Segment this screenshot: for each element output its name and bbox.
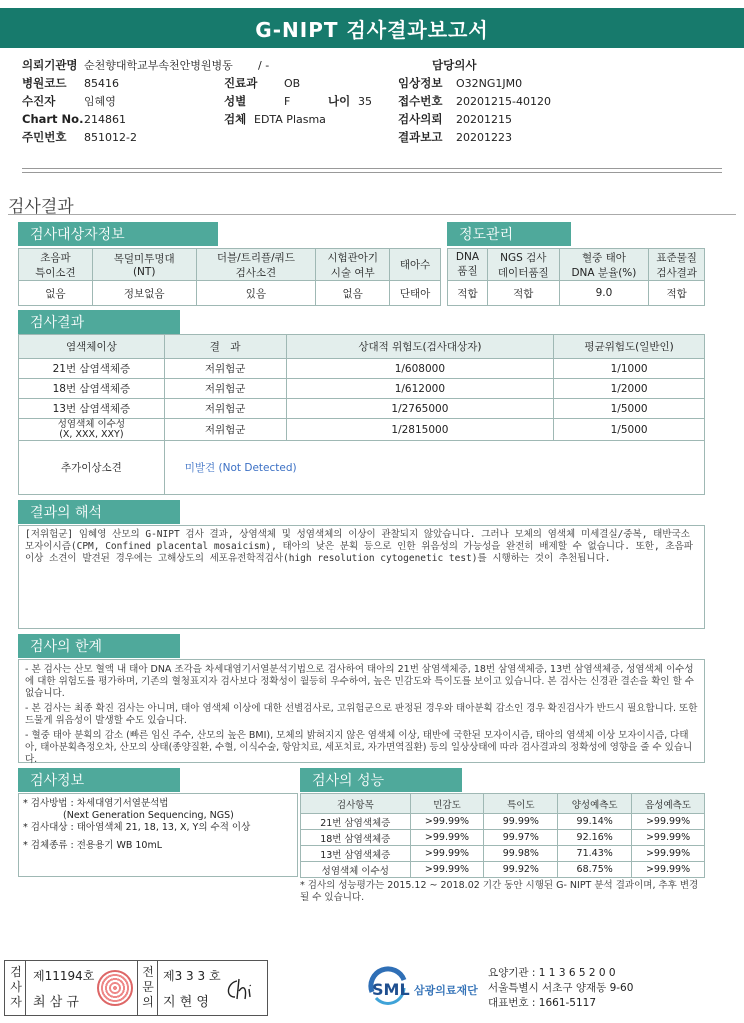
qc-value: 적합 [448, 281, 488, 306]
result-risk: 1/2765000 [286, 399, 554, 419]
org-code: 요양기관 : 1 1 3 6 5 2 0 0 [488, 967, 616, 979]
org-name: 삼광의료재단 [414, 984, 478, 997]
interpretation-text: [저위험군] 임혜영 산모의 G-NIPT 검사 결과, 상염색체 및 성염색체의 이상이 관찰되지 않았습니다. 그러나 모체의 염색체 미세결실/중복, 태반국소모자이시즘(CPM, Confined placental mosaicism), 태아의 낮은 분획 등으로 인한 위음성의 가능성을 완전히 배제할 수 없습니다. 또한, 초음파 이상 소견이 발견된 경우에는 고해상도의 세포유전학적검사(high resolution cytogenetic test)를 시행하는 것이 추천됩니다. [18, 525, 705, 629]
perf-header: 음성예측도 [632, 794, 705, 814]
divider [137, 961, 138, 1015]
test-info-tab: 검사정보 [18, 768, 180, 792]
subject-value: 없음 [316, 281, 390, 306]
info-label: 나이 [328, 94, 351, 108]
info-label: 담당의사 [432, 58, 477, 72]
result-header: 상대적 위험도(검사대상자) [286, 335, 554, 359]
info-row-4 [22, 110, 722, 128]
info-label: 수진자 [22, 94, 56, 108]
subject-value: 있음 [196, 281, 316, 306]
info-value: 20201215-40120 [456, 94, 551, 108]
subject-header: 더블/트리플/쿼드 검사소견 [196, 249, 316, 281]
qc-value: 적합 [649, 281, 705, 306]
extra-label: 추가이상소견 [19, 441, 165, 495]
signature-box [4, 960, 268, 1016]
result-name-cell [19, 419, 165, 441]
limits-box [18, 659, 705, 763]
perf-cell: 99.98% [484, 846, 558, 862]
perf-cell: >99.99% [410, 814, 484, 830]
performance-table [300, 793, 705, 878]
result-row [19, 399, 705, 419]
limit-item: - 혈중 태아 분획의 감소 (빠른 임신 주수, 산모의 높은 BMI), 모체의 밝혀지지 않은 염색체 이상, 태반에 국한된 모자이시즘, 태아의 염색체 이상 모자이시즘, 다태아, 태아분획측정오차, 산모의 상태(종양질환, 수혈, 이식수술, 항암치료, 세포치료, 자가면역질환) 등의 일상상태에 따라 검사결과의 정확성에 영향을 줄 수 있습니다. [25, 730, 693, 765]
qc-header: 혈중 태아 DNA 분율(%) [559, 249, 649, 281]
qc-header: NGS 검사 데이터품질 [487, 249, 559, 281]
test-target: * 검사대상 : 태아염색체 21, 18, 13, X, Y의 수적 이상 [23, 822, 251, 833]
result-avg: 1/5000 [554, 399, 705, 419]
section-heading: 검사결과 [8, 197, 74, 217]
performance-note: * 검사의 성능평가는 2015.12 ~ 2018.02 기간 동안 시행된 G- NIPT 분석 결과이며, 추후 변경될 수 있습니다. [300, 880, 699, 903]
result-header: 결 과 [164, 335, 286, 359]
info-label: 진료과 [224, 76, 258, 90]
qc-header: DNA 품질 [448, 249, 488, 281]
logo-text: SML [372, 980, 410, 999]
perf-cell: 성염색체 이수성 [301, 862, 411, 878]
result-name: 18번 삼염색체증 [19, 379, 165, 399]
perf-cell: >99.99% [632, 830, 705, 846]
signer-name: 지 현 영 [163, 995, 209, 1010]
perf-cell: 99.99% [484, 814, 558, 830]
perf-cell: 99.14% [558, 814, 632, 830]
perf-cell: 68.75% [558, 862, 632, 878]
info-value: 순천향대학교부속천안병원병동 [84, 59, 233, 72]
subject-header: 초음파 특이소견 [19, 249, 93, 281]
org-address: 서울특별시 서초구 양재동 9-60 [488, 982, 634, 994]
perf-row [301, 862, 705, 878]
info-value: 851012-2 [84, 130, 137, 144]
info-label: 임상정보 [398, 76, 443, 90]
report-title: G-NIPT 검사결과보고서 [0, 8, 744, 48]
extra-value: 미발견 (Not Detected) [164, 441, 704, 495]
info-label: 검사의뢰 [398, 112, 443, 126]
test-info-box [18, 793, 298, 877]
result-header: 염색체이상 [19, 335, 165, 359]
result-risk: 1/612000 [286, 379, 554, 399]
qc-value: 적합 [487, 281, 559, 306]
logo [368, 966, 408, 1009]
result-value: 저위험군 [164, 379, 286, 399]
perf-row [301, 846, 705, 862]
limit-item: - 본 검사는 산모 혈액 내 태아 DNA 조각을 차세대염기서열분석기법으로 검사하여 태아의 21번 삼염색체증, 18번 삼염색체증, 13번 삼염색체증, 성염색체 이수성에 대한 위험도를 평가하며, 기존의 혈청표지자 검사보다 정확성이 월등히 우수하여, 높은 민감도와 특이도를 보이고 있습니다. 본 검사는 신경관 결손을 확인 할 수 없습니다. [25, 664, 694, 699]
subject-value: 단태아 [390, 281, 441, 306]
license-no: 제11194호 [33, 969, 95, 983]
result-name: 성염색체 이수성 [57, 418, 126, 430]
performance-tab: 검사의 성능 [300, 768, 462, 792]
info-label: 검체 [224, 112, 247, 126]
info-value: 20201223 [456, 130, 512, 144]
perf-cell: 99.97% [484, 830, 558, 846]
info-value: 20201215 [456, 112, 512, 126]
perf-cell: 13번 삼염색체증 [301, 846, 411, 862]
org-phone: 대표번호 : 1661-5117 [488, 997, 597, 1009]
info-label: 병원코드 [22, 76, 67, 90]
org-info [488, 966, 633, 1011]
license-no: 제3 3 3 호 [163, 969, 221, 983]
qc-header: 표준물질 검사결과 [649, 249, 705, 281]
footer [4, 960, 740, 1018]
info-row-3 [22, 92, 722, 110]
qc-table [447, 248, 705, 306]
perf-row [301, 830, 705, 846]
perf-header: 민감도 [410, 794, 484, 814]
perf-cell: >99.99% [410, 846, 484, 862]
info-label: 성별 [224, 94, 247, 108]
info-label: 의뢰기관명 [22, 58, 78, 72]
test-method-en: (Next Generation Sequencing, NGS) [63, 810, 234, 821]
info-value: OB [284, 76, 301, 90]
info-value: 임혜영 [84, 95, 116, 108]
perf-header: 특이도 [484, 794, 558, 814]
result-value: 저위험군 [164, 419, 286, 441]
perf-row [301, 814, 705, 830]
info-label: 접수번호 [398, 94, 443, 108]
subject-header: 태아수 [390, 249, 441, 281]
divider [22, 168, 722, 169]
interpretation-tab: 결과의 해석 [18, 500, 180, 524]
signer-role: 전문의 [142, 965, 154, 1009]
qc-value: 9.0 [559, 281, 649, 306]
patient-info [22, 56, 722, 146]
result-row [19, 419, 705, 441]
divider [22, 172, 722, 173]
subject-value: 없음 [19, 281, 93, 306]
subject-value: 정보없음 [92, 281, 196, 306]
divider [157, 961, 158, 1015]
test-specimen: * 검체종류 : 전용용기 WB 10mL [23, 840, 163, 851]
info-value: EDTA Plasma [254, 112, 326, 126]
signature-icon [223, 975, 261, 1003]
info-label: 결과보고 [398, 130, 443, 144]
result-value: 저위험군 [164, 399, 286, 419]
limit-item: - 본 검사는 최종 확진 검사는 아니며, 태아 염색체 이상에 대한 선별검사로, 고위험군으로 판정된 경우와 태아분획 감소인 경우 확진검사가 반드시 필요합니다. 또한 드물게 위음성이 발생할 수도 있습니다. [25, 703, 698, 726]
result-name-sub: (X, XXX, XXY) [59, 428, 124, 440]
perf-cell: >99.99% [632, 814, 705, 830]
divider [25, 961, 26, 1015]
perf-cell: >99.99% [410, 830, 484, 846]
result-header: 평균위험도(일반인) [554, 335, 705, 359]
result-risk: 1/2815000 [286, 419, 554, 441]
info-value: F [284, 94, 291, 108]
result-name: 13번 삼염색체증 [19, 399, 165, 419]
perf-cell: 71.43% [558, 846, 632, 862]
info-value: / - [258, 58, 270, 72]
result-avg: 1/5000 [554, 419, 705, 441]
perf-cell: >99.99% [410, 862, 484, 878]
perf-cell: 18번 삼염색체증 [301, 830, 411, 846]
result-row [19, 379, 705, 399]
test-method: * 검사방법 : 차세대염기서열분석법 [23, 798, 169, 809]
info-value: 85416 [84, 76, 119, 90]
result-row [19, 359, 705, 379]
perf-header: 검사항목 [301, 794, 411, 814]
info-value: 35 [358, 94, 372, 108]
divider [8, 214, 736, 215]
info-value: 214861 [84, 112, 126, 126]
signer-role: 검사자 [10, 965, 22, 1009]
subject-tab: 검사대상자정보 [18, 222, 218, 246]
signer-name: 최 삼 규 [33, 995, 79, 1010]
subject-header: 목덜미투명대 (NT) [92, 249, 196, 281]
limits-tab: 검사의 한계 [18, 634, 180, 658]
info-label: 주민번호 [22, 130, 67, 144]
perf-header: 양성예측도 [558, 794, 632, 814]
qc-tab: 정도관리 [447, 222, 571, 246]
perf-cell: 99.92% [484, 862, 558, 878]
result-table [18, 334, 705, 495]
info-row-5 [22, 128, 722, 146]
info-row-2 [22, 74, 722, 92]
perf-cell: >99.99% [632, 862, 705, 878]
result-value: 저위험군 [164, 359, 286, 379]
result-tab: 검사결과 [18, 310, 180, 334]
info-value: O32NG1JM0 [456, 76, 523, 90]
seal-icon [97, 970, 133, 1006]
result-name: 21번 삼염색체증 [19, 359, 165, 379]
perf-cell: 21번 삼염색체증 [301, 814, 411, 830]
subject-table [18, 248, 441, 306]
result-avg: 1/1000 [554, 359, 705, 379]
info-label: Chart No. [22, 112, 84, 126]
result-avg: 1/2000 [554, 379, 705, 399]
subject-header: 시험관아기 시술 여부 [316, 249, 390, 281]
perf-cell: >99.99% [632, 846, 705, 862]
perf-cell: 92.16% [558, 830, 632, 846]
info-row-1 [22, 56, 722, 74]
result-risk: 1/608000 [286, 359, 554, 379]
